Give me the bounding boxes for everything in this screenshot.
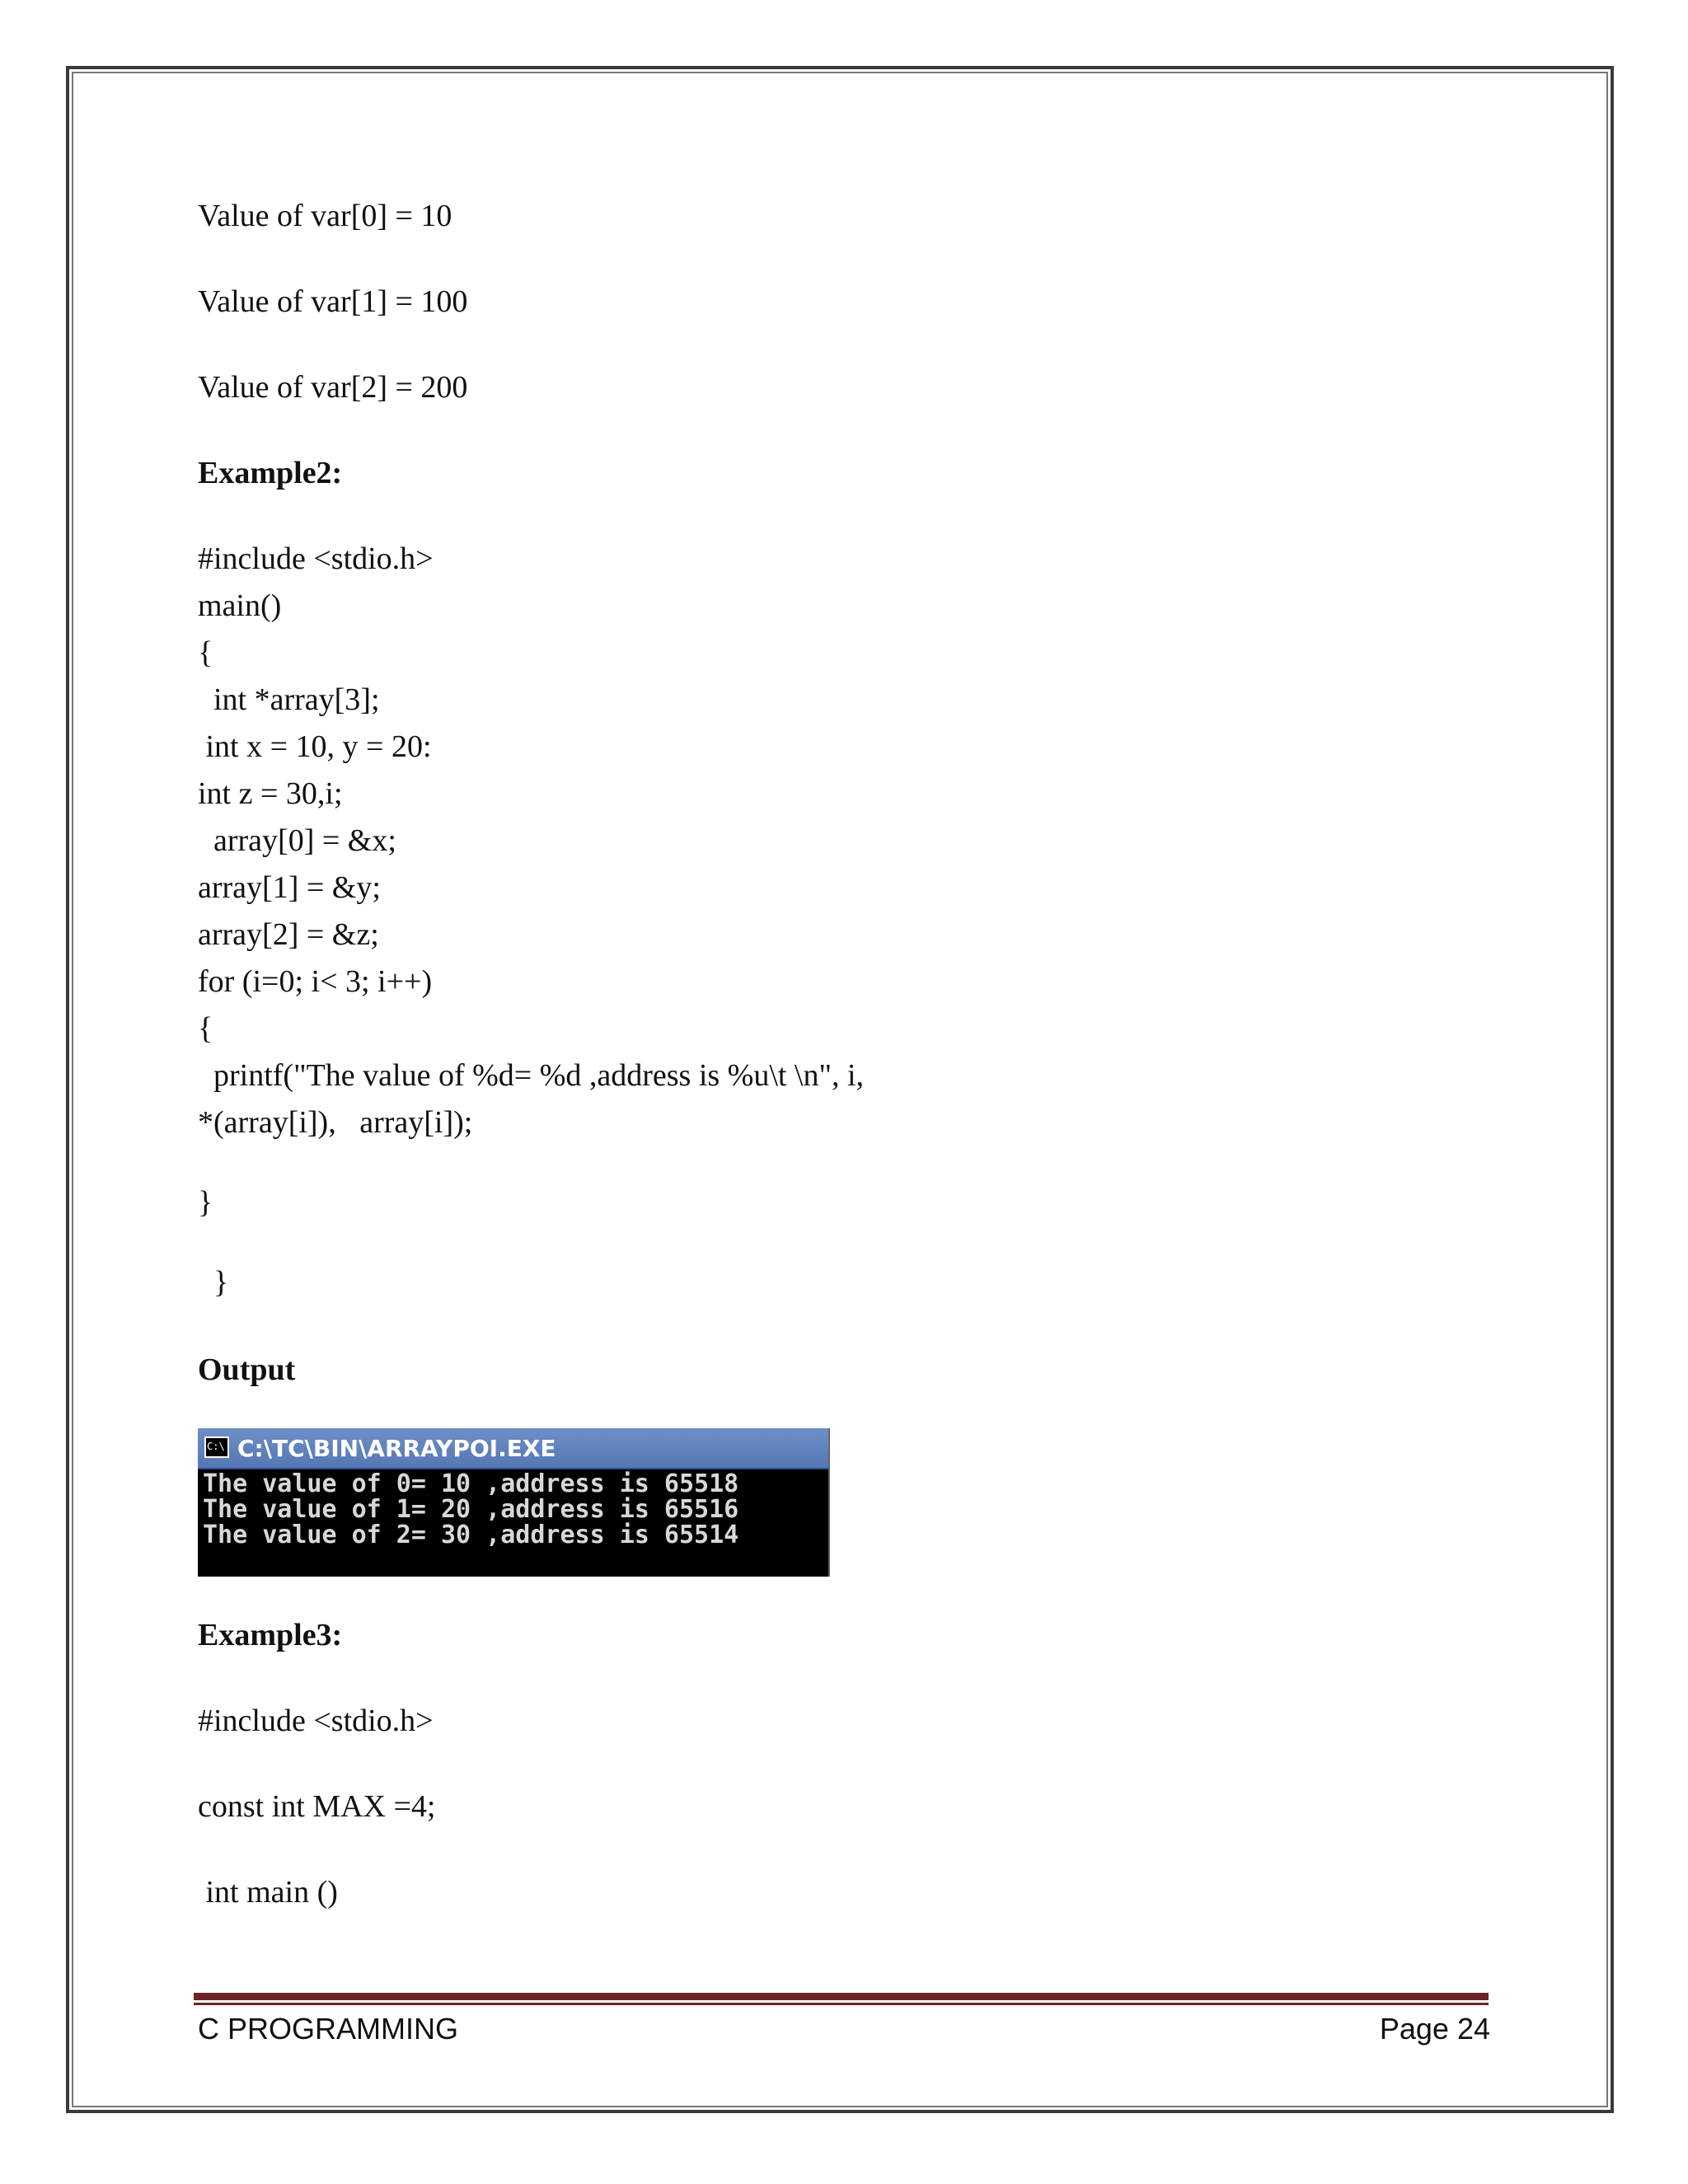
code-line: array[0] = &x;	[198, 823, 396, 858]
code-line: }	[198, 1265, 229, 1300]
code-line: }	[198, 1185, 213, 1220]
code-line: int z = 30,i;	[198, 776, 343, 811]
console-titlebar	[198, 1428, 828, 1469]
output-line: Value of var[1] = 100	[198, 284, 468, 319]
page-number: Page 24	[1379, 2012, 1490, 2046]
code-line: main()	[198, 588, 282, 623]
code-line: #include <stdio.h>	[198, 541, 434, 576]
output-line: Value of var[2] = 200	[198, 370, 468, 405]
console-window	[198, 1428, 830, 1577]
console-line: The value of 0= 10 ,address is 65518	[203, 1469, 739, 1498]
code-line: #include <stdio.h>	[198, 1704, 434, 1738]
output-line: Value of var[0] = 10	[198, 199, 452, 233]
console-line: The value of 1= 20 ,address is 65516	[203, 1495, 739, 1524]
console-body	[203, 1471, 823, 1548]
console-window-icon: C:\	[204, 1436, 229, 1458]
code-line: *(array[i]), array[i]);	[198, 1105, 473, 1140]
code-line: array[1] = &y;	[198, 870, 381, 905]
footer-title: C PROGRAMMING	[198, 2012, 459, 2046]
code-line: {	[198, 635, 213, 670]
console-line: The value of 2= 30 ,address is 65514	[203, 1521, 739, 1549]
code-line: int main ()	[198, 1875, 338, 1910]
code-line: printf("The value of %d= %d ,address is %u\t \n", i,	[198, 1058, 865, 1093]
footer-rule	[194, 1993, 1489, 2000]
console-title: C:\TC\BIN\ARRAYPOI.EXE	[237, 1435, 556, 1462]
code-line: const int MAX =4;	[198, 1789, 436, 1824]
example2-heading: Example2:	[198, 456, 343, 490]
code-line: {	[198, 1011, 213, 1046]
footer-rule-thin	[194, 2003, 1489, 2005]
code-line: array[2] = &z;	[198, 917, 379, 952]
example3-heading: Example3:	[198, 1618, 343, 1652]
code-line: for (i=0; i< 3; i++)	[198, 964, 433, 999]
code-line: int *array[3];	[198, 682, 380, 717]
output-heading: Output	[198, 1352, 296, 1387]
code-line: int x = 10, y = 20:	[198, 729, 432, 764]
